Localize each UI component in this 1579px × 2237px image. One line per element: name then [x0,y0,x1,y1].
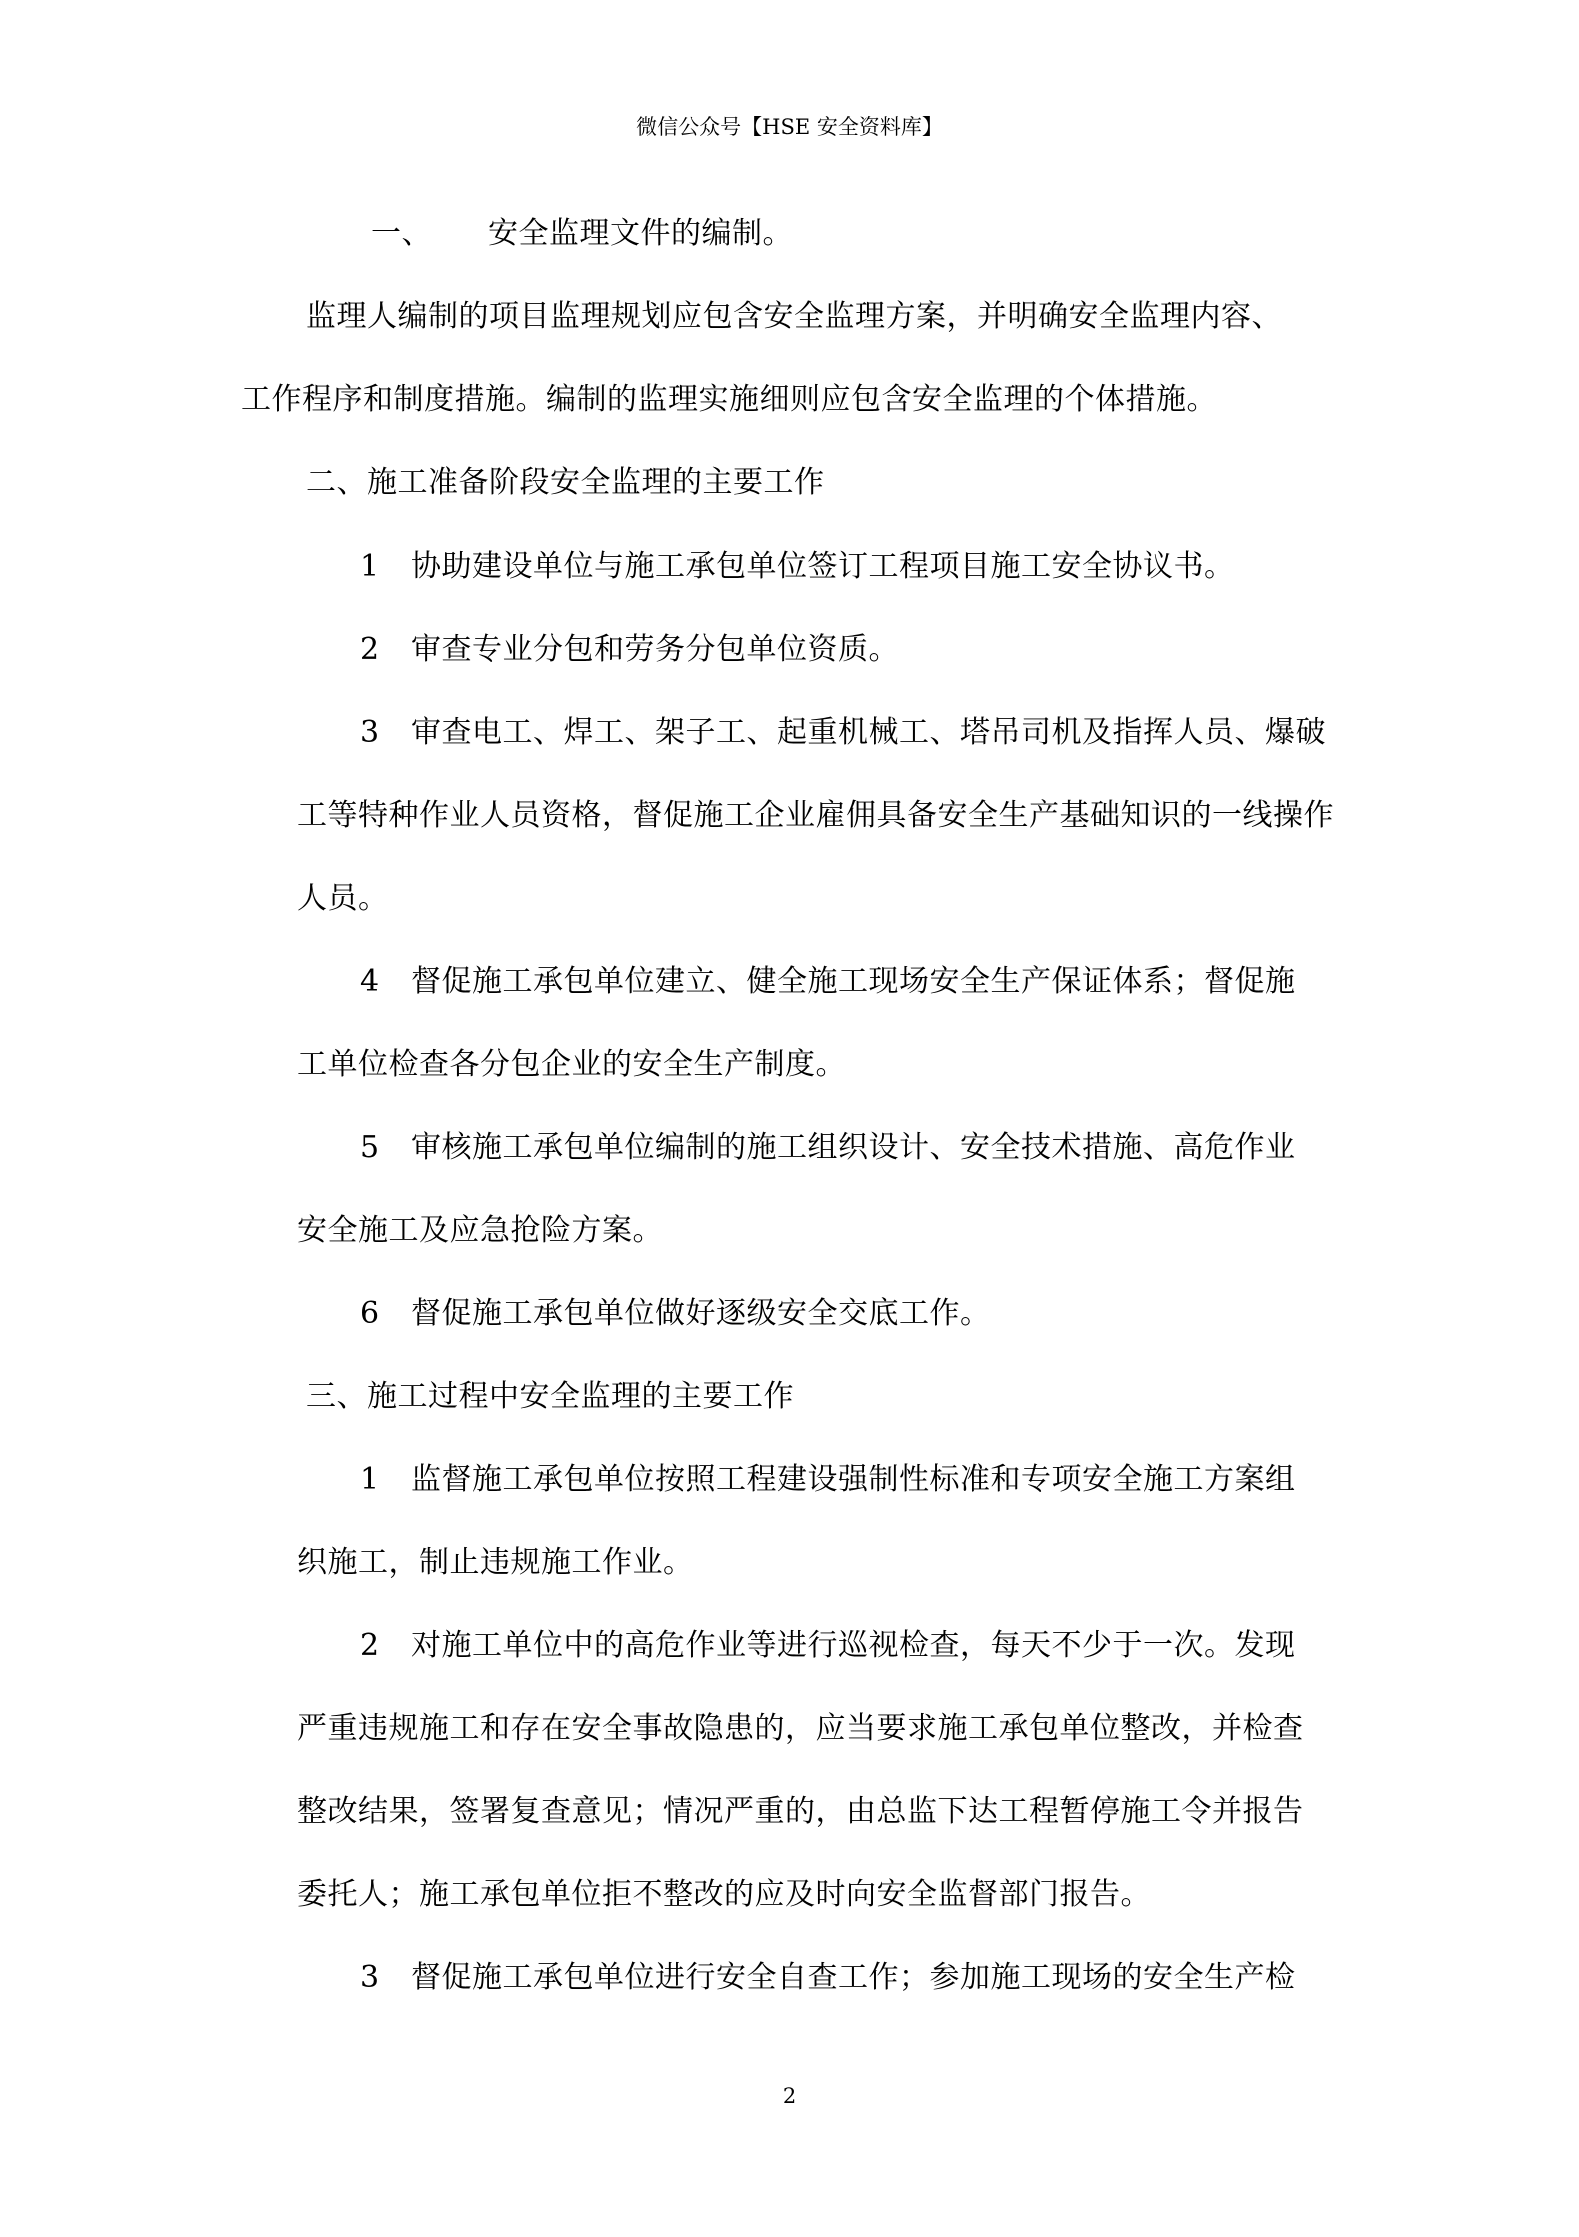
s2-item-5-line-2: 安全施工及应急抢险方案。 [297,1213,663,1248]
s3-item-2 [360,1626,1296,1666]
item-number: 1 [360,1462,380,1497]
section-1-paragraph-line-2: 工作程序和制度措施。编制的监理实施细则应包含安全监理的个体措施。 [241,382,1217,417]
item-number: 6 [360,1296,380,1331]
s3-item-2-line-2: 严重违规施工和存在安全事故隐患的，应当要求施工承包单位整改，并检查 [297,1711,1304,1746]
page-header: 微信公众号【HSE 安全资料库】 [636,115,943,139]
s3-item-1 [360,1460,1296,1500]
s2-item-4 [360,962,1296,1002]
item-text: 对施工单位中的高危作业等进行巡视检查，每天不少于一次。发现 [411,1628,1296,1663]
s3-item-2-line-3: 整改结果，签署复查意见；情况严重的，由总监下达工程暂停施工令并报告 [297,1794,1304,1829]
section-2-heading: 二、施工准备阶段安全监理的主要工作 [306,465,825,500]
s2-item-1 [360,547,1235,587]
item-number: 3 [360,715,380,750]
item-number: 4 [360,964,380,999]
section-1-title: 安全监理文件的编制。 [488,216,793,251]
section-3-heading: 三、施工过程中安全监理的主要工作 [306,1379,794,1414]
s3-item-2-line-4: 委托人；施工承包单位拒不整改的应及时向安全监督部门报告。 [297,1877,1151,1912]
page-number: 2 [782,2084,797,2108]
section-1-heading [371,214,793,254]
item-text: 审查电工、焊工、架子工、起重机械工、塔吊司机及指挥人员、爆破 [411,715,1326,750]
s3-item-3 [360,1958,1296,1998]
s3-item-1-line-2: 织施工，制止违规施工作业。 [297,1545,694,1580]
item-number: 2 [360,1628,380,1663]
item-number: 2 [360,632,380,667]
s2-item-3-line-3: 人员。 [297,881,389,916]
s2-item-3 [360,713,1326,753]
item-number: 1 [360,549,380,584]
section-1-number: 一、 [371,216,432,251]
item-text: 督促施工承包单位进行安全自查工作；参加施工现场的安全生产检 [411,1960,1296,1995]
section-1-paragraph-line-1: 监理人编制的项目监理规划应包含安全监理方案，并明确安全监理内容、 [306,299,1282,334]
item-text: 督促施工承包单位做好逐级安全交底工作。 [411,1296,991,1331]
item-text: 审查专业分包和劳务分包单位资质。 [411,632,899,667]
s2-item-5 [360,1128,1296,1168]
s2-item-2 [360,630,899,670]
s2-item-4-line-2: 工单位检查各分包企业的安全生产制度。 [297,1047,846,1082]
item-text: 监督施工承包单位按照工程建设强制性标准和专项安全施工方案组 [411,1462,1296,1497]
item-text: 协助建设单位与施工承包单位签订工程项目施工安全协议书。 [411,549,1235,584]
item-number: 5 [360,1130,380,1165]
item-text: 审核施工承包单位编制的施工组织设计、安全技术措施、高危作业 [411,1130,1296,1165]
s2-item-3-line-2: 工等特种作业人员资格，督促施工企业雇佣具备安全生产基础知识的一线操作 [297,798,1334,833]
item-text: 督促施工承包单位建立、健全施工现场安全生产保证体系；督促施 [411,964,1296,999]
s2-item-6 [360,1294,991,1334]
item-number: 3 [360,1960,380,1995]
